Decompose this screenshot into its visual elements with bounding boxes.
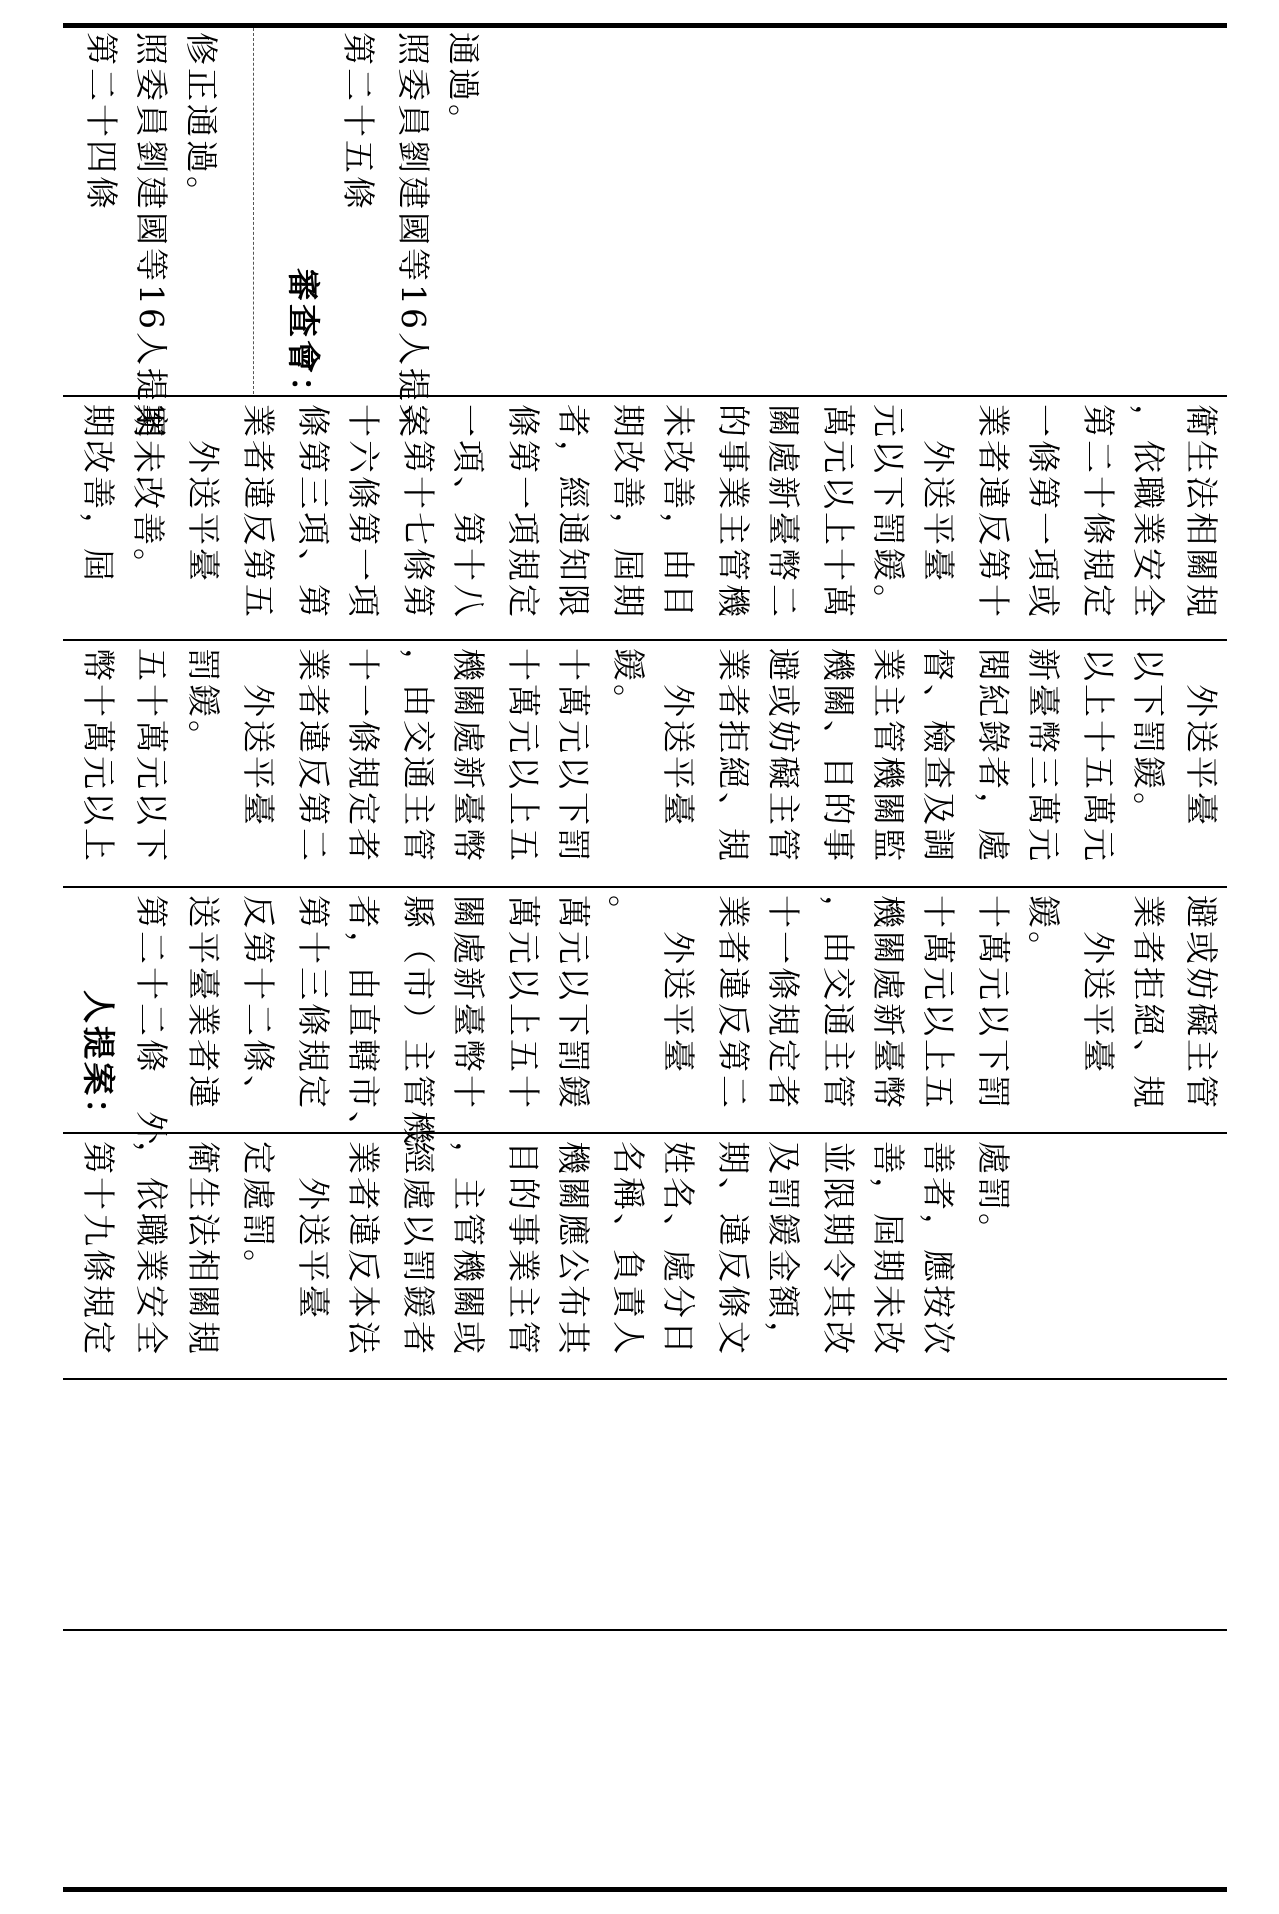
text-column: 業者拒絕、規 — [714, 648, 753, 864]
text-column: 業者拒絕、規 — [1129, 895, 1168, 1111]
text-column: ，依職業安全 — [1129, 404, 1168, 620]
text-column: 送平臺業者違 — [184, 895, 223, 1111]
text-column: 者，由直轄市、 — [344, 895, 383, 1147]
text-column: 及罰鍰金額， — [764, 1141, 803, 1357]
text-column: ，由交通主管 — [399, 648, 438, 864]
text-column: 鍰。 — [1024, 895, 1063, 967]
text-column: 機關處新臺幣 — [449, 648, 488, 864]
section-divider-5 — [63, 1378, 1227, 1380]
text-column: 避或妨礙主管 — [764, 648, 803, 864]
review-separator — [253, 28, 254, 394]
text-column: 外送平臺 — [239, 648, 278, 828]
text-column: 、第十七條第 — [399, 404, 438, 620]
text-column: 機關處新臺幣 — [869, 895, 908, 1111]
text-column: 閱紀錄者，處 — [974, 648, 1013, 864]
text-column: 萬元以上十萬 — [819, 404, 858, 620]
section-divider-2 — [63, 639, 1227, 641]
text-column: 罰鍰。 — [184, 648, 223, 756]
text-column: 姓名、處分日 — [659, 1141, 698, 1357]
text-column: 督、檢查及調 — [919, 648, 958, 864]
text-column: 業者違反第二 — [294, 648, 333, 864]
text-column: 外送平臺 — [659, 648, 698, 828]
text-column: 以下罰鍰。 — [1129, 648, 1168, 828]
text-column: 反第十二條、 — [239, 895, 278, 1111]
text-column: 名稱、負責人 — [609, 1141, 648, 1357]
text-column: ，依職業安全 — [132, 1141, 171, 1357]
text-column: 幣十萬元以上 — [79, 648, 118, 864]
text-column: 期、違反條文 — [714, 1141, 753, 1357]
text-column: 期改善，屆期 — [609, 404, 648, 620]
text-column: 期未改善。 — [129, 404, 168, 584]
section-divider-4 — [63, 1132, 1227, 1134]
text-column: 衛生法相關規 — [184, 1141, 223, 1357]
text-column: 照委員劉建國等16人提案 — [132, 32, 171, 440]
text-column: 善，屆期未改 — [869, 1141, 908, 1357]
text-column: 業者違反第二 — [714, 895, 753, 1111]
text-column: 通過。 — [444, 32, 483, 140]
text-column: 第二十二條 外 — [132, 895, 171, 1147]
text-column: 外送平臺 — [659, 895, 698, 1075]
text-column: 善者，應按次 — [919, 1141, 958, 1357]
text-column: 萬元以下罰鍰 — [554, 895, 593, 1111]
text-column: 外送平臺 — [1079, 895, 1118, 1075]
text-column: 業者違反第十 — [974, 404, 1013, 620]
text-column: 十萬元以下罰 — [974, 895, 1013, 1111]
section-divider-6 — [63, 1629, 1227, 1631]
text-column: 業者違反第五 — [239, 404, 278, 620]
text-column: 未改善，由目 — [659, 404, 698, 620]
text-column: 第二十五條 — [339, 32, 378, 212]
text-column: 以上十五萬元 — [1079, 648, 1118, 864]
text-column: 目的事業主管 — [504, 1141, 543, 1357]
text-column: 。 — [604, 895, 643, 931]
text-column: 照委員劉建國等16人提案 — [394, 32, 433, 440]
text-column: 定處罰。 — [239, 1141, 278, 1285]
text-column: 十萬元以上五 — [504, 648, 543, 864]
text-column: ，由交通主管 — [819, 895, 858, 1111]
text-column: 處罰。 — [974, 1141, 1013, 1249]
text-column: 關處新臺幣二 — [764, 404, 803, 620]
text-column: 第二十條規定 — [1079, 404, 1118, 620]
top-rule — [63, 23, 1227, 28]
text-column: 機關、目的事 — [819, 648, 858, 864]
text-column: 十一條規定者 — [764, 895, 803, 1111]
text-column: 十萬元以上五 — [919, 895, 958, 1111]
text-column: 期改善，屆 — [79, 404, 118, 584]
text-column: 避或妨礙主管 — [1182, 895, 1221, 1111]
text-column: 鍰。 — [609, 648, 648, 720]
bottom-rule — [63, 1887, 1227, 1892]
text-column: 第十九條規定 — [79, 1141, 118, 1357]
text-column: 元以下罰鍰。 — [869, 404, 908, 620]
text-column: 十六條第一項 — [344, 404, 383, 620]
text-column: 外送平臺 — [294, 1141, 333, 1321]
text-column: ，主管機關或 — [449, 1141, 488, 1357]
text-column: 經處以罰鍰者 — [399, 1141, 438, 1357]
text-column: 者，經通知限 — [554, 404, 593, 620]
text-column: 業主管機關監 — [869, 648, 908, 864]
text-column: 機關應公布其 — [554, 1141, 593, 1357]
text-column: 一項、第十八 — [449, 404, 488, 620]
text-column: 第十三條規定 — [294, 895, 333, 1111]
text-column: 關處新臺幣十 — [449, 895, 488, 1111]
text-column: 的事業主管機 — [714, 404, 753, 620]
proposal-heading: 人提案： — [79, 990, 118, 1134]
text-column: 一條第一項或 — [1024, 404, 1063, 620]
text-column: 修正通過。 — [182, 32, 221, 212]
text-column: 萬元以上五十 — [504, 895, 543, 1111]
text-column: 五十萬元以下 — [132, 648, 171, 864]
text-column: 條第一項規定 — [504, 404, 543, 620]
text-column: 十一條規定者 — [344, 648, 383, 864]
text-column: 並限期令其改 — [819, 1141, 858, 1357]
text-column: 業者違反本法 — [344, 1141, 383, 1357]
text-column: 縣（市）主管機 — [399, 895, 438, 1147]
text-column: 條第三項、第 — [294, 404, 333, 620]
text-column: 第二十四條 — [82, 32, 121, 212]
text-column: 衛生法相關規 — [1182, 404, 1221, 620]
text-column: 外送平臺 — [184, 404, 223, 584]
section-divider-3 — [63, 886, 1227, 888]
section-divider-1 — [63, 395, 1227, 397]
text-column: 外送平臺 — [919, 404, 958, 584]
text-column: 新臺幣三萬元 — [1024, 648, 1063, 864]
text-column: 外送平臺 — [1182, 648, 1221, 828]
text-column: 十萬元以下罰 — [554, 648, 593, 864]
review-heading: 審查會： — [284, 268, 323, 412]
